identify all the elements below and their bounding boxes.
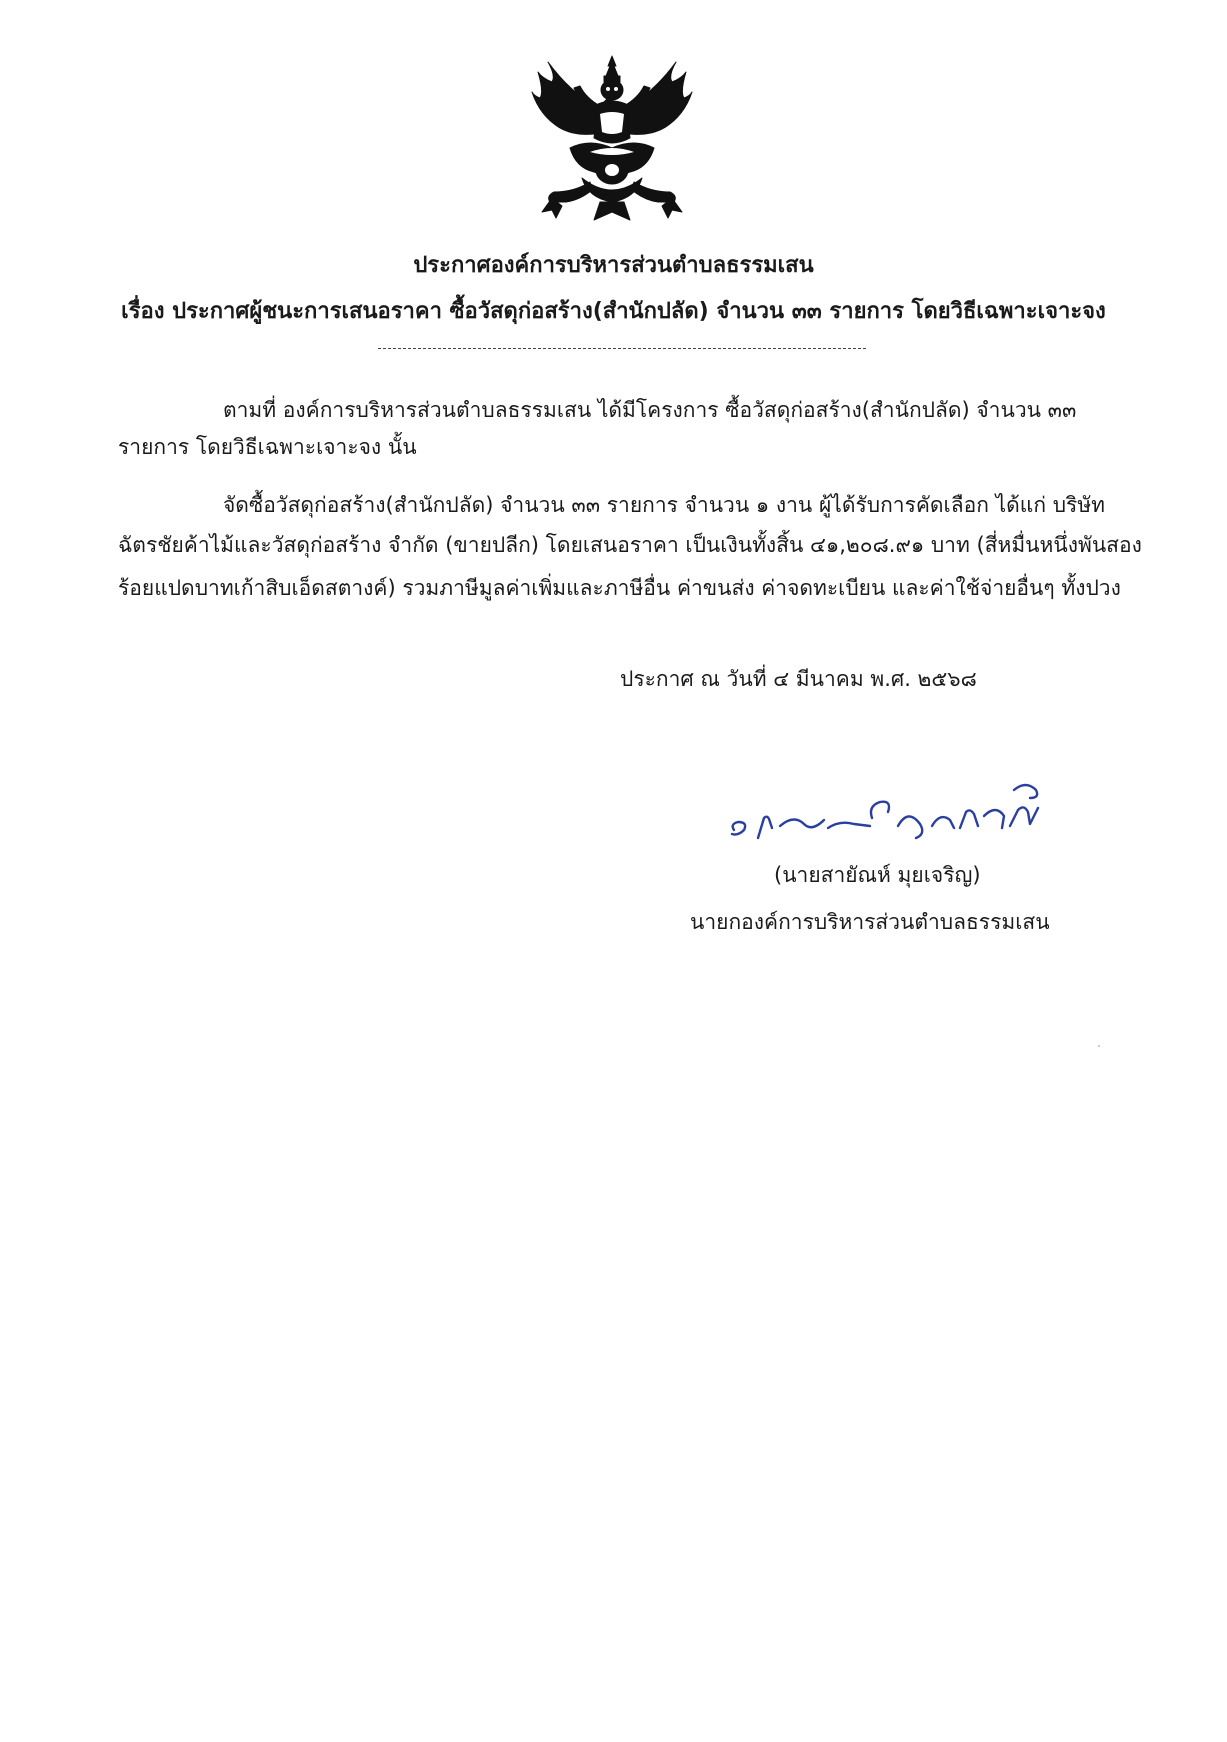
body-line: รายการ โดยวิธีเฉพาะเจาะจง นั้น — [118, 435, 417, 459]
body-line: จัดซื้อวัสดุก่อสร้าง(สำนักปลัด) จำนวน ๓๓ รายการ จำนวน ๑ งาน ผู้ได้รับการคัดเลือก ได้แก่ บริษัท — [223, 493, 1106, 517]
body-line: ฉัตรชัยค้าไม้และวัสดุก่อสร้าง จำกัด (ขายปลีก) โดยเสนอราคา เป็นเงินทั้งสิ้น ๔๑,๒๐๘.๙๑ บาท (สี่หมื่นหนึ่งพันสอง — [118, 533, 1142, 557]
announcement-title: ประกาศองค์การบริหารส่วนตำบลธรรมเสน — [413, 253, 814, 278]
signer-name: (นายสายัณห์ มุยเจริญ) — [774, 863, 981, 887]
body-line: ตามที่ องค์การบริหารส่วนตำบลธรรมเสน ได้มีโครงการ ซื้อวัสดุก่อสร้าง(สำนักปลัด) จำนวน ๓๓ — [223, 398, 1077, 422]
announcement-date: ประกาศ ณ วันที่ ๔ มีนาคม พ.ศ. ๒๕๖๘ — [620, 667, 977, 691]
divider-line — [378, 348, 866, 349]
handwritten-signature-icon — [720, 768, 1070, 850]
announcement-subject: เรื่อง ประกาศผู้ชนะการเสนอราคา ซื้อวัสดุก่อสร้าง(สำนักปลัด) จำนวน ๓๓ รายการ โดยวิธีเฉพาะเจาะจง — [121, 299, 1106, 324]
signer-position: นายกองค์การบริหารส่วนตำบลธรรมเสน — [690, 910, 1050, 934]
garuda-emblem-icon — [530, 52, 695, 224]
body-line: ร้อยแปดบาทเก้าสิบเอ็ดสตางค์) รวมภาษีมูลค่าเพิ่มและภาษีอื่น ค่าขนส่ง ค่าจดทะเบียน และค่าใช้จ่ายอื่นๆ ทั้งปวง — [118, 576, 1121, 600]
scan-speck — [1098, 1045, 1100, 1047]
